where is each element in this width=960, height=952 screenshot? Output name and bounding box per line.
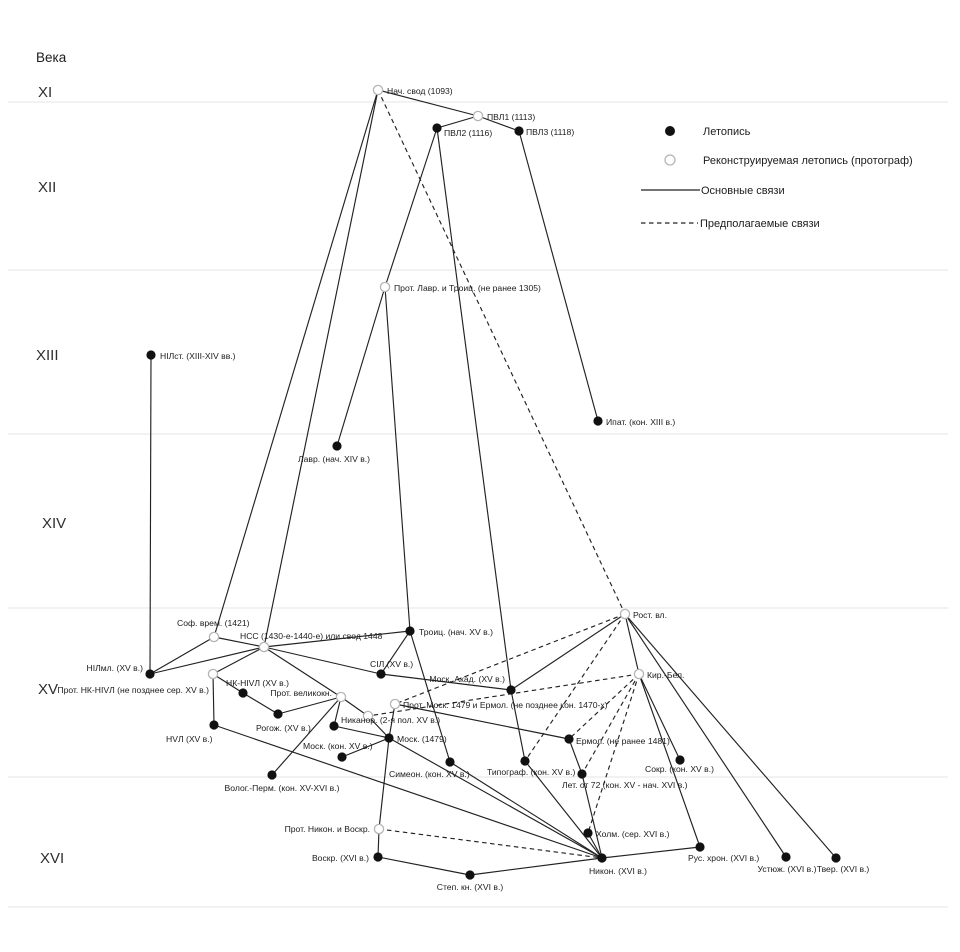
node-nikon	[597, 853, 606, 862]
node-let72	[577, 769, 586, 778]
node-nk_n4	[238, 688, 247, 697]
node-label-pvl1: ПВЛ1 (1113)	[487, 112, 536, 122]
node-step_kn	[465, 870, 474, 879]
node-label-n1ml: НІЛмл. (XV в.)	[86, 663, 143, 673]
node-label-pvl3: ПВЛ3 (1118)	[526, 127, 575, 137]
node-label-prot_velikokn: Прот. великокн.	[270, 688, 332, 698]
node-sof_vrem	[209, 632, 218, 641]
edge-kir_bel-rus_khron	[639, 674, 700, 847]
node-prot_nikon_voskr	[374, 824, 383, 833]
edge-n1st-n1ml	[150, 355, 151, 674]
legend-assumed-links-label: Предполагаемые связи	[700, 218, 820, 230]
edge-rogozh-prot_velikokn	[278, 697, 341, 714]
edge-nikanor-mosk_1479	[334, 726, 389, 738]
node-label-step_kn: Степ. кн. (XVI в.)	[436, 882, 504, 892]
node-mosk_kon	[337, 752, 346, 761]
node-vologda_perm	[267, 770, 276, 779]
node-rogozh	[273, 709, 282, 718]
legend-chronicle-dot-icon	[665, 126, 675, 136]
node-label-prot_nikon_voskr: Прот. Никон. и Воскр.	[284, 824, 370, 834]
edge-sof_vrem-n1ml	[150, 637, 214, 674]
edge-voskr-step_kn	[378, 857, 470, 875]
node-label-troic: Троиц. (нач. XV в.)	[419, 627, 493, 637]
node-n1ml	[145, 669, 154, 678]
century-label-XI: XI	[38, 84, 53, 101]
node-ermol	[564, 734, 573, 743]
edge-nss-prot_nk	[213, 647, 264, 674]
node-rus_khron	[695, 842, 704, 851]
edge-nikon-rus_khron	[602, 847, 700, 858]
edge-rost_vl-kir_bel	[625, 614, 639, 674]
legend	[641, 126, 913, 230]
century-label-XIII: XIII	[36, 347, 59, 364]
edge-prot_lavr_troic-lavr	[337, 287, 385, 446]
edge-prot_nk-nvl	[213, 674, 214, 725]
node-label-rus_khron: Рус. хрон. (XVI в.)	[688, 853, 760, 863]
edge-pvl3-ipat	[519, 131, 598, 421]
node-labels	[57, 86, 869, 892]
node-prot_velikokn	[336, 692, 345, 701]
node-label-lavr: Лавр. (нач. XIV в.)	[297, 454, 371, 464]
node-label-let72: Лет. от 72 (кон. XV - нач. XVI в.)	[562, 780, 688, 790]
node-label-nk_n4: НК-НIVЛ (XV в.)	[226, 678, 289, 688]
edge-prot_lavr_troic-troic	[385, 287, 410, 631]
node-label-nikon: Никон. (XVI в.)	[588, 866, 648, 876]
node-label-sokr: Сокр. (кон. XV в.)	[645, 764, 714, 774]
edge-pvl2-prot_lavr_troic	[385, 128, 437, 287]
node-tver	[831, 853, 840, 862]
node-rost_vl	[620, 609, 629, 618]
node-prot_mosk	[390, 699, 399, 708]
node-sil	[376, 669, 385, 678]
edge-prot_nikon_voskr-nikon	[379, 829, 602, 858]
node-tipograf	[520, 756, 529, 765]
node-label-simeon: Симеон. (кон. XV в.)	[389, 769, 470, 779]
node-label-vologda_perm: Волог.-Перм. (кон. XV-XVI в.)	[224, 783, 340, 793]
node-nikanor	[329, 721, 338, 730]
node-label-mosk_kon: Моск. (кон. XV в.)	[303, 741, 373, 751]
node-pvl1	[473, 111, 482, 120]
node-voskr	[373, 852, 382, 861]
century-labels	[36, 84, 66, 867]
axis-title: Века	[36, 50, 67, 65]
node-label-ustyuzh: Устюж. (XVI в.)	[757, 864, 817, 874]
node-label-kir_bel: Кир.-Бел.	[647, 670, 685, 680]
legend-protograph-label: Реконструируемая летопись (протограф)	[703, 155, 913, 167]
node-prot_lavr_troic	[380, 282, 389, 291]
century-label-XII: XII	[38, 179, 57, 196]
century-label-XV: XV	[38, 681, 59, 698]
node-label-tver: Твер. (XVI в.)	[816, 864, 870, 874]
edge-step_kn-nikon	[470, 858, 602, 875]
node-label-nikanor: Никанор. (2-я пол. XV в.)	[341, 715, 441, 725]
node-label-sil: СІЛ (XV в.)	[370, 659, 414, 669]
edge-nss-n1ml	[150, 647, 264, 674]
edge-kir_bel-let72	[582, 674, 639, 774]
node-label-voskr: Воскр. (XVI в.)	[311, 853, 369, 863]
node-ustyuzh	[781, 852, 790, 861]
node-label-tipograf: Типограф. (кон. XV в.)	[487, 767, 576, 777]
node-label-prot_lavr_troic: Прот. Лавр. и Троиц. (не ранее 1305)	[394, 283, 541, 293]
node-mosk_1479	[384, 733, 393, 742]
node-label-nach_svod: Нач. свод (1093)	[387, 86, 453, 96]
node-kir_bel	[634, 669, 643, 678]
node-label-prot_mosk: Прот. Моск. 1479 и Ермол. (не позднее кон. 1470-х)	[403, 700, 608, 710]
edge-nach_svod-sof_vrem	[214, 90, 378, 637]
node-label-nvl: НVЛ (XV в.)	[166, 734, 213, 744]
node-pvl2	[432, 123, 441, 132]
edge-pvl2-mosk_akad	[437, 128, 511, 690]
node-nach_svod	[373, 85, 382, 94]
node-nss	[259, 642, 268, 651]
node-pvl3	[514, 126, 523, 135]
century-label-XIV: XIV	[42, 515, 67, 532]
node-lavr	[332, 441, 341, 450]
node-simeon	[445, 757, 454, 766]
century-label-XVI: XVI	[40, 850, 65, 867]
edge-vologda_perm-prot_velikokn	[272, 697, 341, 775]
node-label-rost_vl: Рост. вл.	[633, 610, 667, 620]
edge-mosk_1479-nikon	[389, 738, 602, 858]
edge-pvl1-pvl2	[437, 116, 478, 128]
legend-protograph-circle-icon	[665, 155, 675, 165]
node-ipat	[593, 416, 602, 425]
node-label-kholm: Холм. (сер. XVI в.)	[596, 829, 670, 839]
node-label-sof_vrem: Соф. врем. (1421)	[177, 618, 250, 628]
edges	[150, 90, 836, 875]
node-label-pvl2: ПВЛ2 (1116)	[444, 128, 493, 138]
node-prot_nk	[208, 669, 217, 678]
legend-chronicle-label: Летопись	[703, 126, 751, 138]
node-nvl	[209, 720, 218, 729]
node-label-rogozh: Рогож. (XV в.)	[256, 723, 311, 733]
node-kholm	[583, 828, 592, 837]
node-label-prot_nk: Прот. НК-НIVЛ (не позднее сер. XV в.)	[57, 685, 209, 695]
node-label-ermol: Ермол. (не ранее 1481)	[576, 736, 670, 746]
node-label-mosk_akad: Моск. Акад. (XV в.)	[429, 674, 505, 684]
legend-main-links-label: Основные связи	[701, 185, 785, 197]
edge-nss-sil	[264, 647, 381, 674]
node-n1st	[146, 350, 155, 359]
node-label-n1st: НІЛст. (XIII-XIV вв.)	[160, 351, 236, 361]
nodes	[145, 85, 840, 879]
node-mosk_akad	[506, 685, 515, 694]
node-label-ipat: Ипат. (кон. XIII в.)	[606, 417, 676, 427]
node-troic	[405, 626, 414, 635]
node-label-nss: НСС (1430-е-1440-е) или свод 1448	[240, 631, 383, 641]
node-label-mosk_1479: Моск. (1479)	[397, 734, 447, 744]
edge-nach_svod-rost_vl	[378, 90, 625, 614]
